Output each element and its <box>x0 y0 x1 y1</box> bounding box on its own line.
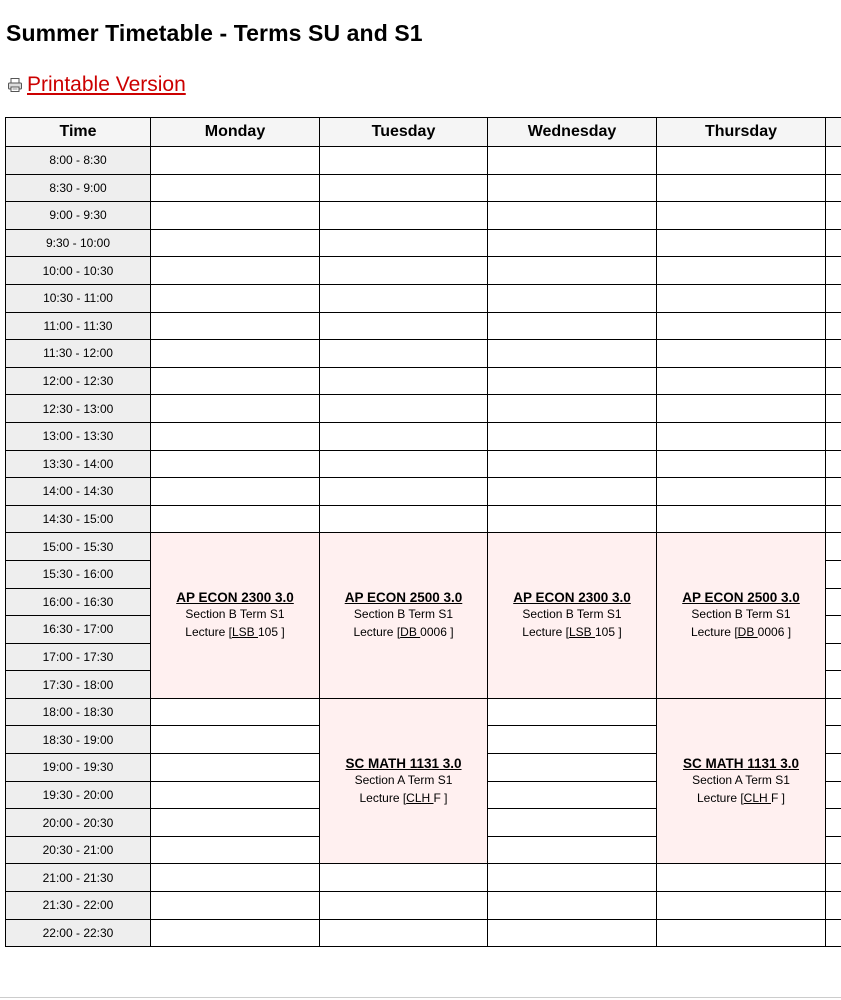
empty-slot <box>320 312 488 340</box>
empty-slot <box>151 367 320 395</box>
table-row <box>6 533 841 561</box>
column-header-wednesday: Wednesday <box>488 118 657 147</box>
table-row <box>6 367 841 395</box>
time-cell: 22:00 - 22:30 <box>6 919 151 947</box>
empty-slot <box>151 340 320 368</box>
empty-slot <box>826 919 841 947</box>
empty-slot <box>826 533 841 561</box>
time-cell: 17:30 - 18:00 <box>6 671 151 699</box>
empty-slot <box>826 781 841 809</box>
empty-slot <box>657 395 826 423</box>
empty-slot <box>826 395 841 423</box>
empty-slot <box>320 257 488 285</box>
empty-slot <box>151 257 320 285</box>
empty-slot <box>826 588 841 616</box>
room-number: 0006 ] <box>757 625 792 640</box>
empty-slot <box>657 919 826 947</box>
empty-slot <box>488 395 657 423</box>
timetable-body <box>6 147 841 947</box>
empty-slot <box>488 422 657 450</box>
empty-slot <box>320 395 488 423</box>
course-block <box>657 698 826 864</box>
course-lecture <box>151 623 319 641</box>
course-section: Section B Term S1 <box>522 607 622 622</box>
empty-slot <box>826 147 841 175</box>
room-building-link[interactable]: CLH <box>743 790 772 805</box>
empty-slot <box>826 202 841 230</box>
course-lecture <box>657 789 825 807</box>
room-building-link[interactable]: CLH <box>406 790 434 805</box>
table-row <box>6 478 841 506</box>
table-row <box>6 340 841 368</box>
table-row <box>6 284 841 312</box>
empty-slot <box>320 450 488 478</box>
empty-slot <box>826 478 841 506</box>
room-building-link[interactable]: DB <box>400 625 421 640</box>
time-cell: 9:00 - 9:30 <box>6 202 151 230</box>
room-number: F ] <box>433 790 448 805</box>
table-row <box>6 698 841 726</box>
empty-slot <box>488 174 657 202</box>
empty-slot <box>320 919 488 947</box>
column-header-friday <box>826 118 841 147</box>
printable-version-link[interactable]: Printable Version <box>27 73 186 96</box>
empty-slot <box>488 147 657 175</box>
empty-slot <box>151 174 320 202</box>
empty-slot <box>151 229 320 257</box>
time-cell: 20:30 - 21:00 <box>6 836 151 864</box>
empty-slot <box>151 781 320 809</box>
empty-slot <box>151 395 320 423</box>
time-cell: 16:30 - 17:00 <box>6 616 151 644</box>
empty-slot <box>151 754 320 782</box>
empty-slot <box>488 478 657 506</box>
empty-slot <box>826 643 841 671</box>
empty-slot <box>826 340 841 368</box>
time-cell: 15:00 - 15:30 <box>6 533 151 561</box>
time-cell: 13:00 - 13:30 <box>6 422 151 450</box>
empty-slot <box>657 864 826 892</box>
empty-slot <box>320 147 488 175</box>
empty-slot <box>826 560 841 588</box>
empty-slot <box>657 229 826 257</box>
table-row <box>6 147 841 175</box>
printable-version <box>7 73 186 97</box>
empty-slot <box>826 864 841 892</box>
course-section: Section B Term S1 <box>691 607 791 622</box>
time-cell: 21:30 - 22:00 <box>6 892 151 920</box>
room-number: F ] <box>771 790 786 805</box>
empty-slot <box>826 284 841 312</box>
column-header-monday: Monday <box>151 118 320 147</box>
empty-slot <box>488 781 657 809</box>
empty-slot <box>657 147 826 175</box>
printer-icon[interactable] <box>7 77 23 93</box>
empty-slot <box>488 754 657 782</box>
time-cell: 17:00 - 17:30 <box>6 643 151 671</box>
empty-slot <box>488 919 657 947</box>
time-cell: 18:00 - 18:30 <box>6 698 151 726</box>
empty-slot <box>320 505 488 533</box>
room-building-link[interactable]: DB <box>737 625 758 640</box>
table-row <box>6 864 841 892</box>
empty-slot <box>320 202 488 230</box>
empty-slot <box>320 174 488 202</box>
time-cell: 14:30 - 15:00 <box>6 505 151 533</box>
time-cell: 16:00 - 16:30 <box>6 588 151 616</box>
course-lecture <box>657 623 825 641</box>
empty-slot <box>488 836 657 864</box>
empty-slot <box>488 505 657 533</box>
time-cell: 19:00 - 19:30 <box>6 754 151 782</box>
time-cell: 11:00 - 11:30 <box>6 312 151 340</box>
empty-slot <box>657 340 826 368</box>
empty-slot <box>151 312 320 340</box>
table-row <box>6 450 841 478</box>
empty-slot <box>488 257 657 285</box>
time-cell: 10:00 - 10:30 <box>6 257 151 285</box>
table-row <box>6 202 841 230</box>
empty-slot <box>151 478 320 506</box>
empty-slot <box>151 505 320 533</box>
empty-slot <box>826 174 841 202</box>
lecture-label: Lecture [ <box>359 790 407 805</box>
empty-slot <box>151 726 320 754</box>
empty-slot <box>826 892 841 920</box>
empty-slot <box>826 367 841 395</box>
empty-slot <box>826 505 841 533</box>
empty-slot <box>488 229 657 257</box>
empty-slot <box>657 202 826 230</box>
course-code-link[interactable]: AP ECON 2300 3.0 <box>513 590 631 606</box>
empty-slot <box>657 422 826 450</box>
empty-slot <box>657 284 826 312</box>
empty-slot <box>826 450 841 478</box>
empty-slot <box>320 229 488 257</box>
empty-slot <box>320 284 488 312</box>
empty-slot <box>826 422 841 450</box>
table-row <box>6 505 841 533</box>
empty-slot <box>488 698 657 726</box>
table-row <box>6 422 841 450</box>
empty-slot <box>826 671 841 699</box>
table-row <box>6 892 841 920</box>
time-cell: 11:30 - 12:00 <box>6 340 151 368</box>
course-block <box>657 533 826 699</box>
time-cell: 8:30 - 9:00 <box>6 174 151 202</box>
time-cell: 8:00 - 8:30 <box>6 147 151 175</box>
empty-slot <box>151 147 320 175</box>
empty-slot <box>657 478 826 506</box>
empty-slot <box>151 284 320 312</box>
room-building-link[interactable]: LSB <box>568 625 595 640</box>
table-row <box>6 174 841 202</box>
empty-slot <box>488 340 657 368</box>
course-section: Section B Term S1 <box>185 607 285 622</box>
time-cell: 18:30 - 19:00 <box>6 726 151 754</box>
empty-slot <box>151 450 320 478</box>
empty-slot <box>488 202 657 230</box>
time-cell: 19:30 - 20:00 <box>6 781 151 809</box>
course-block <box>320 698 488 864</box>
course-lecture <box>320 623 487 641</box>
lecture-label: Lecture [ <box>690 625 738 640</box>
room-number: 105 ] <box>595 625 622 640</box>
empty-slot <box>826 754 841 782</box>
empty-slot <box>657 892 826 920</box>
empty-slot <box>488 367 657 395</box>
table-row <box>6 257 841 285</box>
time-cell: 21:00 - 21:30 <box>6 864 151 892</box>
empty-slot <box>488 312 657 340</box>
empty-slot <box>826 312 841 340</box>
room-number: 105 ] <box>258 625 285 640</box>
header-row <box>6 118 841 147</box>
empty-slot <box>488 864 657 892</box>
time-cell: 13:30 - 14:00 <box>6 450 151 478</box>
empty-slot <box>320 422 488 450</box>
time-cell: 20:00 - 20:30 <box>6 809 151 837</box>
empty-slot <box>320 367 488 395</box>
empty-slot <box>657 450 826 478</box>
empty-slot <box>320 864 488 892</box>
time-cell: 12:00 - 12:30 <box>6 367 151 395</box>
time-cell: 12:30 - 13:00 <box>6 395 151 423</box>
empty-slot <box>151 864 320 892</box>
lecture-label: Lecture [ <box>522 625 569 640</box>
column-header-time: Time <box>6 118 151 147</box>
empty-slot <box>488 450 657 478</box>
empty-slot <box>151 422 320 450</box>
room-building-link[interactable]: LSB <box>231 625 258 640</box>
empty-slot <box>488 284 657 312</box>
course-section: Section A Term S1 <box>692 772 790 787</box>
lecture-label: Lecture [ <box>353 625 401 640</box>
empty-slot <box>826 616 841 644</box>
empty-slot <box>488 726 657 754</box>
course-code-link[interactable]: AP ECON 2500 3.0 <box>682 590 800 606</box>
empty-slot <box>488 892 657 920</box>
room-number: 0006 ] <box>420 625 454 640</box>
empty-slot <box>320 340 488 368</box>
empty-slot <box>657 505 826 533</box>
empty-slot <box>826 809 841 837</box>
empty-slot <box>151 202 320 230</box>
time-cell: 10:30 - 11:00 <box>6 284 151 312</box>
empty-slot <box>657 367 826 395</box>
course-section: Section B Term S1 <box>353 607 454 622</box>
course-code-link[interactable]: SC MATH 1131 3.0 <box>345 755 462 771</box>
course-lecture <box>488 623 656 641</box>
course-code-link[interactable]: SC MATH 1131 3.0 <box>682 755 800 771</box>
empty-slot <box>320 892 488 920</box>
empty-slot <box>826 257 841 285</box>
table-row <box>6 395 841 423</box>
empty-slot <box>320 478 488 506</box>
timetable <box>5 117 841 947</box>
column-header-thursday: Thursday <box>657 118 826 147</box>
empty-slot <box>657 174 826 202</box>
course-code-link[interactable]: AP ECON 2300 3.0 <box>176 590 294 606</box>
time-cell: 15:30 - 16:00 <box>6 560 151 588</box>
time-cell: 9:30 - 10:00 <box>6 229 151 257</box>
page-title: Summer Timetable - Terms SU and S1 <box>6 20 423 46</box>
empty-slot <box>826 726 841 754</box>
course-block <box>151 533 320 699</box>
column-header-tuesday: Tuesday <box>320 118 488 147</box>
empty-slot <box>657 312 826 340</box>
divider <box>0 997 841 998</box>
empty-slot <box>826 698 841 726</box>
course-block <box>320 533 488 699</box>
course-code-link[interactable]: AP ECON 2500 3.0 <box>344 590 463 606</box>
empty-slot <box>657 257 826 285</box>
empty-slot <box>151 698 320 726</box>
table-row <box>6 312 841 340</box>
lecture-label: Lecture [ <box>185 625 232 640</box>
empty-slot <box>826 229 841 257</box>
course-block <box>488 533 657 699</box>
table-row <box>6 919 841 947</box>
course-section: Section A Term S1 <box>354 772 453 787</box>
course-lecture <box>320 789 487 807</box>
empty-slot <box>151 919 320 947</box>
empty-slot <box>826 836 841 864</box>
time-cell: 14:00 - 14:30 <box>6 478 151 506</box>
empty-slot <box>151 892 320 920</box>
lecture-label: Lecture [ <box>696 790 744 805</box>
empty-slot <box>488 809 657 837</box>
empty-slot <box>151 836 320 864</box>
table-row <box>6 229 841 257</box>
empty-slot <box>151 809 320 837</box>
